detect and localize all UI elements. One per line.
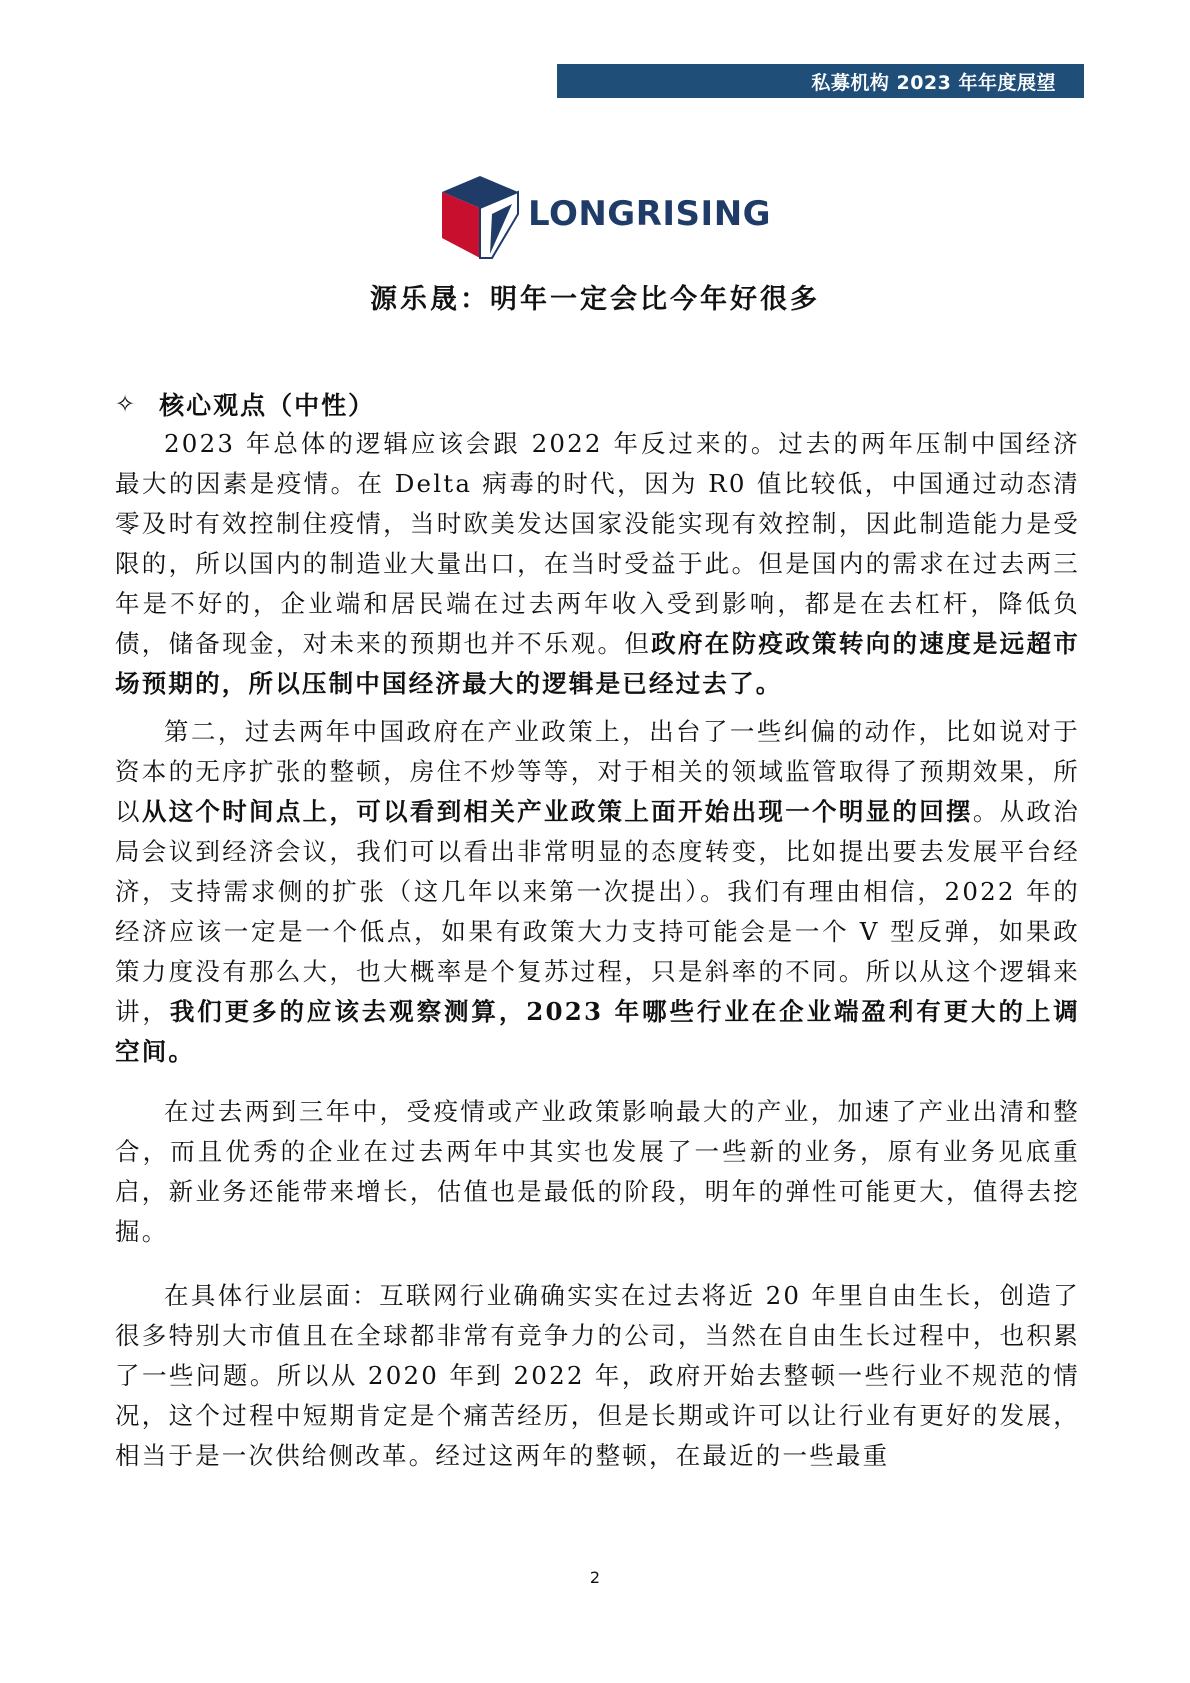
logo-wordmark: LONGRISING xyxy=(528,194,772,234)
report-title: 私募机构 2023 年年度展望 xyxy=(811,71,1056,94)
paragraph-1-text: 2023 年总体的逻辑应该会跟 2022 年反过来的。过去的两年压制中国经济最大的因素是疫情。在 Delta 病毒的时代，因为 R0 值比较低，中国通过动态清零及时有效控制住疫情，当时欧美发达国家没能实现有效控制，因此制造能力是受限的，所以国内的制造业大量出口，在当时受益于此。但是国内的需求在过去两三年是不好的，企业端和居民端在过去两年收入受到影响，都是在去杠杆，降低负债，储备现金，对未来的预期也并不乐观。但 xyxy=(115,429,1080,658)
paragraph-2-bold-a: 从这个时间点上，可以看到相关产业政策上面开始出现一个明显的回摆 xyxy=(141,797,973,826)
paragraph-2-bold-b: 我们更多的应该去观察测算，2023 年哪些行业在企业端盈利有更大的上调空间。 xyxy=(115,997,1081,1066)
page-number: 2 xyxy=(589,1568,601,1587)
paragraph-2 xyxy=(115,712,1080,1072)
page-title: 源乐晟：明年一定会比今年好很多 xyxy=(370,284,820,315)
company-logo xyxy=(440,172,772,258)
logo-cube-icon xyxy=(440,174,520,260)
diamond-bullet-icon: ✧ xyxy=(115,390,138,418)
paragraph-3-text: 在过去两到三年中，受疫情或产业政策影响最大的产业，加速了产业出清和整合，而且优秀的企业在过去两年中其实也发展了一些新的业务，原有业务见底重启，新业务还能带来增长，估值也是最低的阶段，明年的弹性可能更大，值得去挖掘。 xyxy=(115,1097,1080,1246)
section-heading xyxy=(115,386,375,422)
report-header-band xyxy=(557,64,1084,98)
paragraph-4 xyxy=(115,1276,1080,1476)
paragraph-3 xyxy=(115,1092,1080,1252)
paragraph-1 xyxy=(115,424,1080,704)
paragraph-4-text: 在具体行业层面：互联网行业确确实实在过去将近 20 年里自由生长，创造了很多特别大市值且在全球都非常有竞争力的公司，当然在自由生长过程中，也积累了一些问题。所以从 2020 年到 2022 年，政府开始去整顿一些行业不规范的情况，这个过程中短期肯定是个痛苦经历，但是长期或许可以让行业有更好的发展，相当于是一次供给侧改革。经过这两年的整顿，在最近的一些最重 xyxy=(115,1281,1080,1470)
paragraph-1-bold: 政府在防疫政策转向的速度是远超市场预期的，所以压制中国经济最大的逻辑是已经过去了。 xyxy=(115,629,1080,698)
paragraph-2-text-a: 第二，过去两年中国政府在产业政策上，出台了一些纠偏的动作，比如说对于资本的无序扩张的整顿，房住不炒等等，对于相关的领域监管取得了预期效果，所以 xyxy=(115,717,1080,826)
paragraph-2-text-b: 。从政治局会议到经济会议，我们可以看出非常明显的态度转变，比如提出要去发展平台经济，支持需求侧的扩张（这几年以来第一次提出）。我们有理由相信，2022 年的经济应该一定是一个低点，如果有政策大力支持可能会是一个 V 型反弹，如果政策力度没有那么大，也大概率是个复苏过程，只是斜率的不同。所以从这个逻辑来讲， xyxy=(115,797,1080,1026)
section-heading-text: 核心观点（中性） xyxy=(159,391,376,420)
